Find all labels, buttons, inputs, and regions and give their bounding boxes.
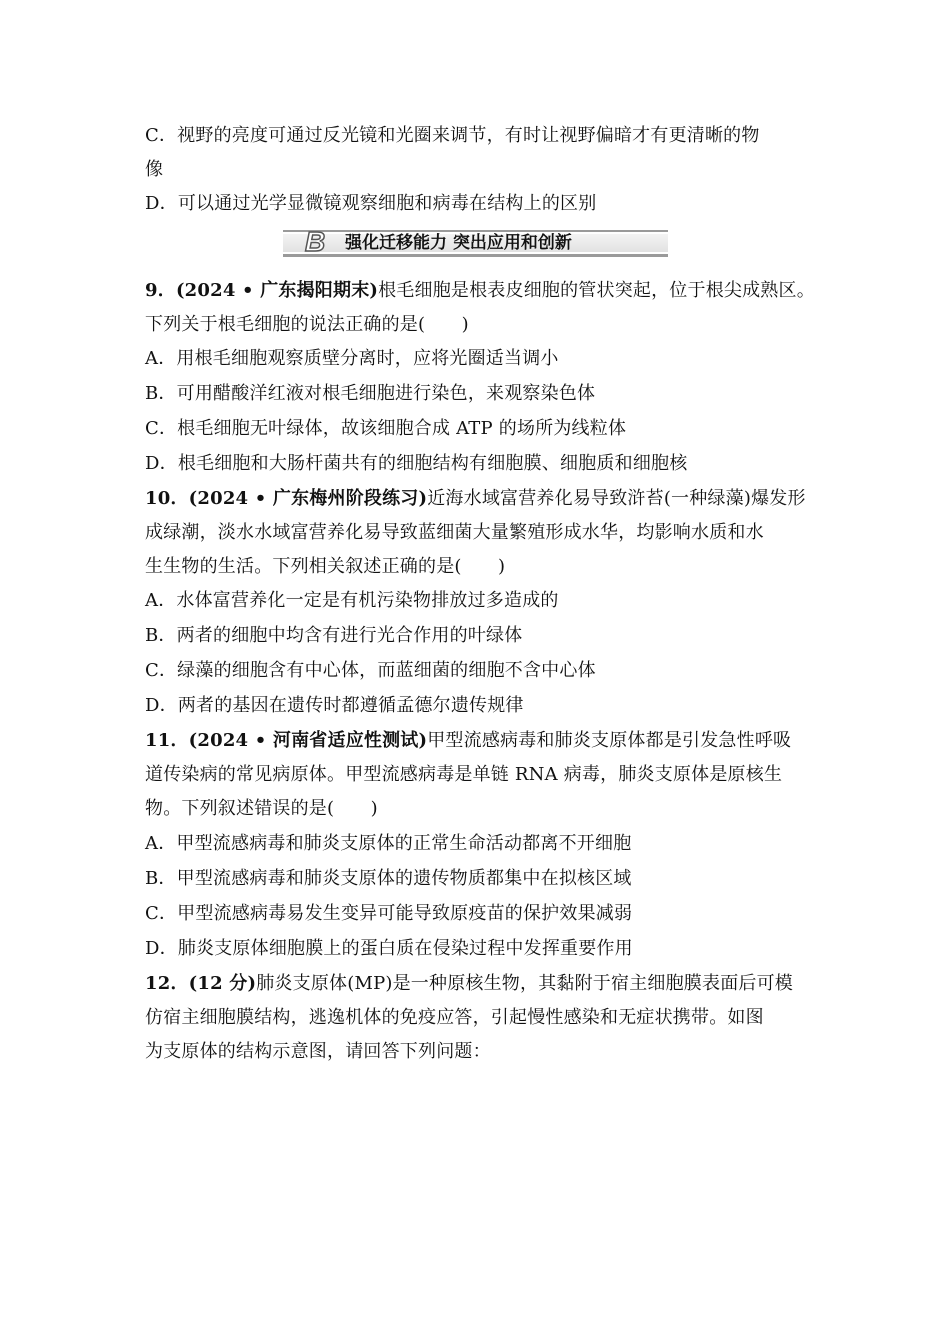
q12-stem-line2: 仿宿主细胞膜结构，逃逸机体的免疫应答，引起慢性感染和无症状携带。如图 xyxy=(145,1007,764,1028)
q11-option-a: A．甲型流感病毒和肺炎支原体的正常生命活动都离不开细胞 xyxy=(145,833,632,854)
q11-option-b: B．甲型流感病毒和肺炎支原体的遗传物质都集中在拟核区域 xyxy=(145,868,632,889)
q9-option-d: D．根毛细胞和大肠杆菌共有的细胞结构有细胞膜、细胞质和细胞核 xyxy=(145,453,688,474)
q10-stem-line3: 生生物的生活。下列相关叙述正确的是( ) xyxy=(145,556,506,577)
q9-stem-line1 xyxy=(145,279,815,303)
q9-option-b: B．可用醋酸洋红液对根毛细胞进行染色，来观察染色体 xyxy=(145,383,596,404)
q10-option-d: D．两者的基因在遗传时都遵循孟德尔遗传规律 xyxy=(145,695,524,716)
q8-option-c-line1: C．视野的亮度可通过反光镜和光圈来调节，有时让视野偏暗才有更清晰的物 xyxy=(145,125,760,146)
q11-stem-text: 甲型流感病毒和肺炎支原体都是引发急性呼吸 xyxy=(427,730,792,751)
q12-stem-line1 xyxy=(145,972,793,996)
q10-option-c: C．绿藻的细胞含有中心体，而蓝细菌的细胞不含中心体 xyxy=(145,660,596,681)
q12-number: 12． xyxy=(145,973,189,994)
q10-number: 10． xyxy=(145,488,189,509)
q9-number: 9． xyxy=(145,280,176,301)
section-banner xyxy=(283,228,668,258)
q10-stem-line1 xyxy=(145,487,806,511)
q10-stem-line2: 成绿潮，淡水水域富营养化易导致蓝细菌大量繁殖形成水华，均影响水质和水 xyxy=(145,522,764,543)
q11-number: 11． xyxy=(145,730,189,751)
q12-stem-text: 肺炎支原体(MP)是一种原核生物，其黏附于宿主细胞膜表面后可模 xyxy=(256,973,794,994)
q9-stem-line2: 下列关于根毛细胞的说法正确的是( ) xyxy=(145,314,469,335)
q10-source: (2024 • 广东梅州阶段练习) xyxy=(188,488,428,509)
q10-option-a: A．水体富营养化一定是有机污染物排放过多造成的 xyxy=(145,590,559,611)
banner-title: 强化迁移能力 突出应用和创新 xyxy=(345,233,572,253)
q11-stem-line2: 道传染病的常见病原体。甲型流感病毒是单链 RNA 病毒，肺炎支原体是原核生 xyxy=(145,764,783,785)
q11-option-c: C．甲型流感病毒易发生变异可能导致原疫苗的保护效果减弱 xyxy=(145,903,633,924)
q8-option-d: D．可以通过光学显微镜观察细胞和病毒在结构上的区别 xyxy=(145,193,597,214)
q9-source: (2024 • 广东揭阳期末) xyxy=(175,280,379,301)
q11-option-d: D．肺炎支原体细胞膜上的蛋白质在侵染过程中发挥重要作用 xyxy=(145,938,633,959)
q10-option-b: B．两者的细胞中均含有进行光合作用的叶绿体 xyxy=(145,625,523,646)
banner-letter-badge: B xyxy=(305,226,326,257)
q9-stem-text: 根毛细胞是根表皮细胞的管状突起，位于根尖成熟区。 xyxy=(378,280,815,301)
q11-stem-line1 xyxy=(145,729,791,753)
q9-option-c: C．根毛细胞无叶绿体，故该细胞合成 ATP 的场所为线粒体 xyxy=(145,418,627,439)
q9-option-a: A．用根毛细胞观察质壁分离时，应将光圈适当调小 xyxy=(145,348,559,369)
q12-points: (12 分) xyxy=(188,973,257,994)
q8-option-c-line2: 像 xyxy=(145,159,164,180)
q11-stem-line3: 物。下列叙述错误的是( ) xyxy=(145,798,378,819)
q12-stem-line3: 为支原体的结构示意图，请回答下列问题： xyxy=(145,1041,491,1062)
q10-stem-text: 近海水域富营养化易导致浒苔(一种绿藻)爆发形 xyxy=(427,488,806,509)
q11-source: (2024 • 河南省适应性测试) xyxy=(188,730,428,751)
